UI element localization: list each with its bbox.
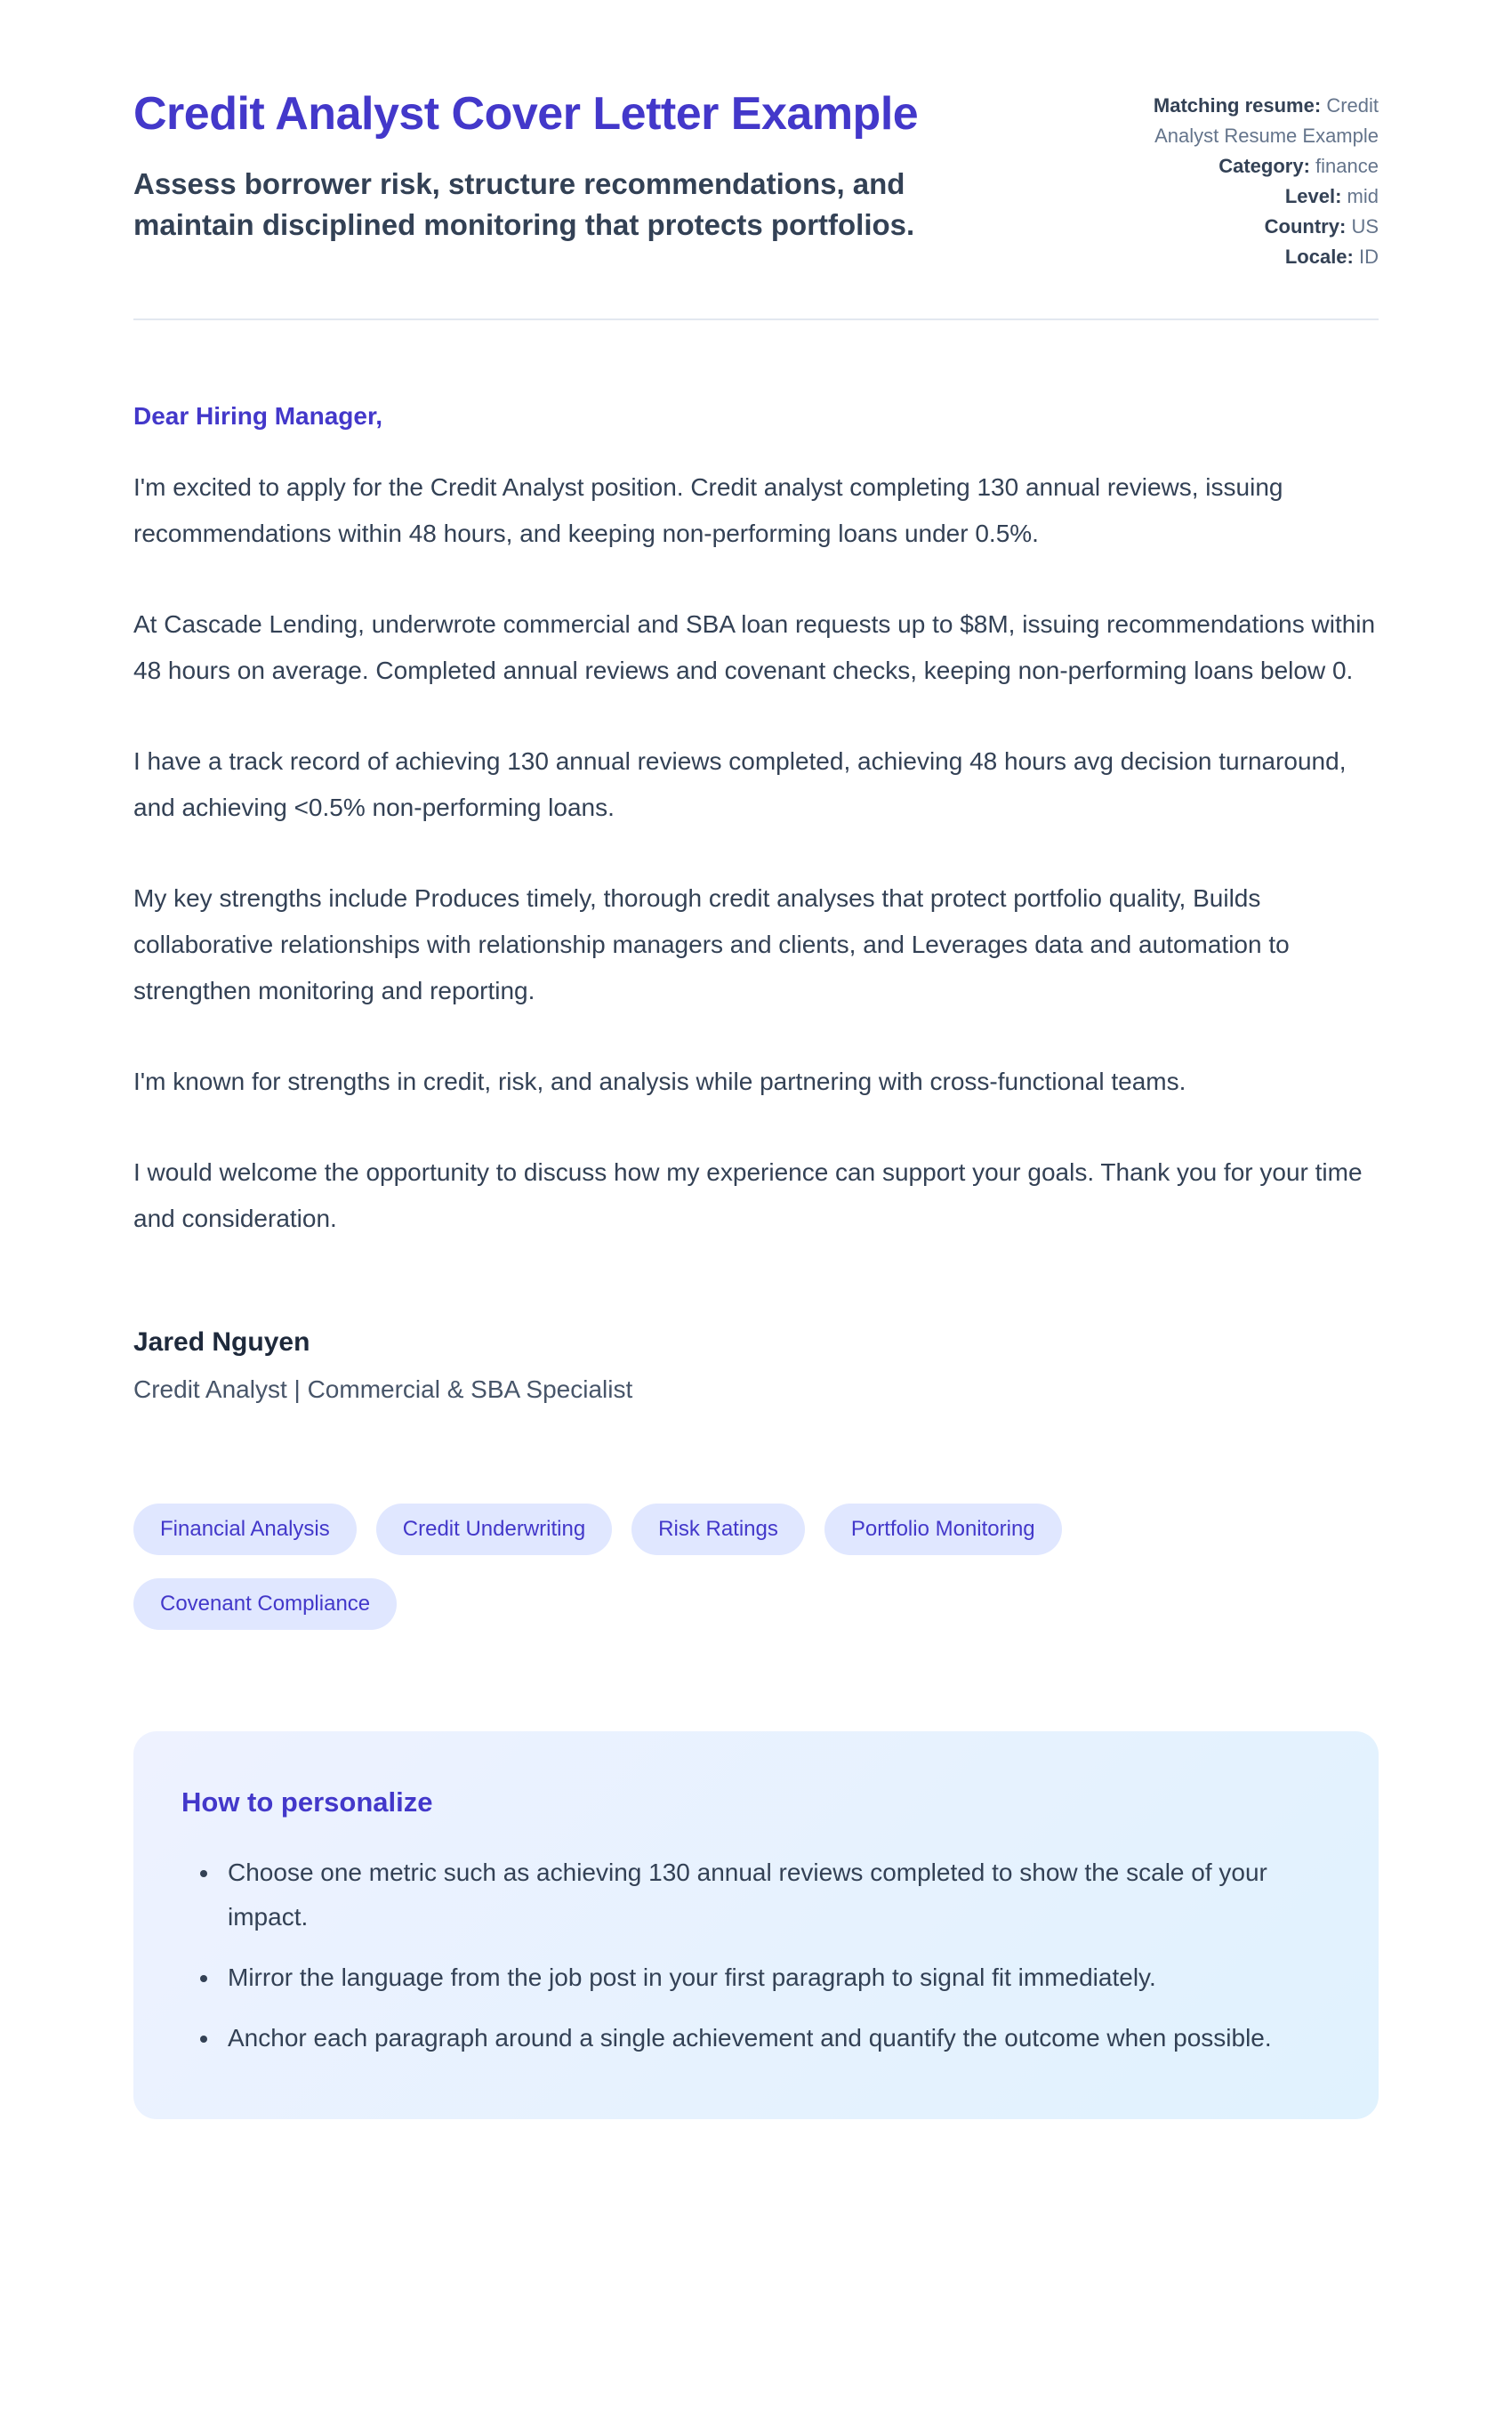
skill-tag[interactable]: Portfolio Monitoring	[824, 1504, 1062, 1555]
cover-letter-body	[133, 402, 1379, 1404]
meta-item-matching-resume	[1146, 91, 1379, 151]
skill-tag-list	[133, 1504, 1343, 1630]
skill-tag[interactable]: Covenant Compliance	[133, 1578, 397, 1630]
signature-name: Jared Nguyen	[133, 1327, 310, 1357]
meta-value: finance	[1315, 155, 1379, 177]
salutation: Dear Hiring Manager,	[133, 402, 383, 430]
personalize-tip: • Mirror the language from the job post in your first paragraph to signal fit immediately.	[221, 1955, 1331, 2000]
skill-tag[interactable]: Risk Ratings	[631, 1504, 805, 1555]
meta-label: Matching resume:	[1153, 94, 1322, 117]
personalize-heading: How to personalize	[181, 1786, 433, 1818]
letter-paragraph: At Cascade Lending, underwrote commercial and SBA loan requests up to $8M, issuing recommendations within 48 hours on average. Completed annual reviews and covenant checks, keeping non-performing loans below 0.	[133, 610, 1376, 684]
letter-paragraph: I'm known for strengths in credit, risk, and analysis while partnering with cross-functional teams.	[133, 1068, 1186, 1095]
letter-paragraph: I would welcome the opportunity to discuss how my experience can support your goals. Thank you for your time and consideration.	[133, 1158, 1363, 1232]
skill-tag[interactable]: Credit Underwriting	[376, 1504, 612, 1555]
signature-block	[133, 1327, 1379, 1404]
signature-title: Credit Analyst | Commercial & SBA Specialist	[133, 1375, 633, 1403]
personalize-tip-list	[181, 1850, 1331, 2060]
header-title-block	[133, 85, 1092, 246]
letter-paragraph: My key strengths include Produces timely, thorough credit analyses that protect portfolio quality, Builds collaborative relationships with relationship managers and clients, and Leverages data and automation to strengthen monitoring and reporting.	[133, 884, 1290, 1004]
meta-value: ID	[1359, 246, 1379, 268]
meta-label: Locale:	[1284, 246, 1354, 268]
personalize-card	[133, 1731, 1379, 2119]
page-title: Credit Analyst Cover Letter Example	[133, 88, 919, 140]
meta-item-locale	[1146, 242, 1379, 272]
meta-item-country	[1146, 212, 1379, 242]
meta-value: Credit Analyst Resume Example	[1154, 94, 1379, 147]
letter-paragraph: I have a track record of achieving 130 annual reviews completed, achieving 48 hours avg decision turnaround, and achieving <0.5% non-performing loans.	[133, 747, 1347, 821]
meta-value: US	[1351, 215, 1379, 238]
meta-label: Level:	[1284, 185, 1342, 207]
meta-label: Country:	[1264, 215, 1347, 238]
meta-item-level	[1146, 181, 1379, 212]
meta-item-category	[1146, 151, 1379, 181]
resume-meta	[1146, 85, 1379, 272]
header-divider	[133, 318, 1379, 320]
skill-tag[interactable]: Financial Analysis	[133, 1504, 357, 1555]
page	[133, 0, 1379, 2199]
page-subtitle: Assess borrower risk, structure recommendations, and maintain disciplined monitoring that protects portfolios.	[133, 166, 915, 242]
page-header	[133, 85, 1379, 272]
meta-value: mid	[1347, 185, 1379, 207]
meta-label: Category:	[1218, 155, 1310, 177]
personalize-tip: • Anchor each paragraph around a single achievement and quantify the outcome when possible.	[221, 2016, 1331, 2060]
letter-paragraph: I'm excited to apply for the Credit Analyst position. Credit analyst completing 130 annual reviews, issuing recommendations within 48 hours, and keeping non-performing loans under 0.5%.	[133, 473, 1283, 547]
personalize-tip: • Choose one metric such as achieving 130 annual reviews completed to show the scale of your impact.	[221, 1850, 1331, 1939]
